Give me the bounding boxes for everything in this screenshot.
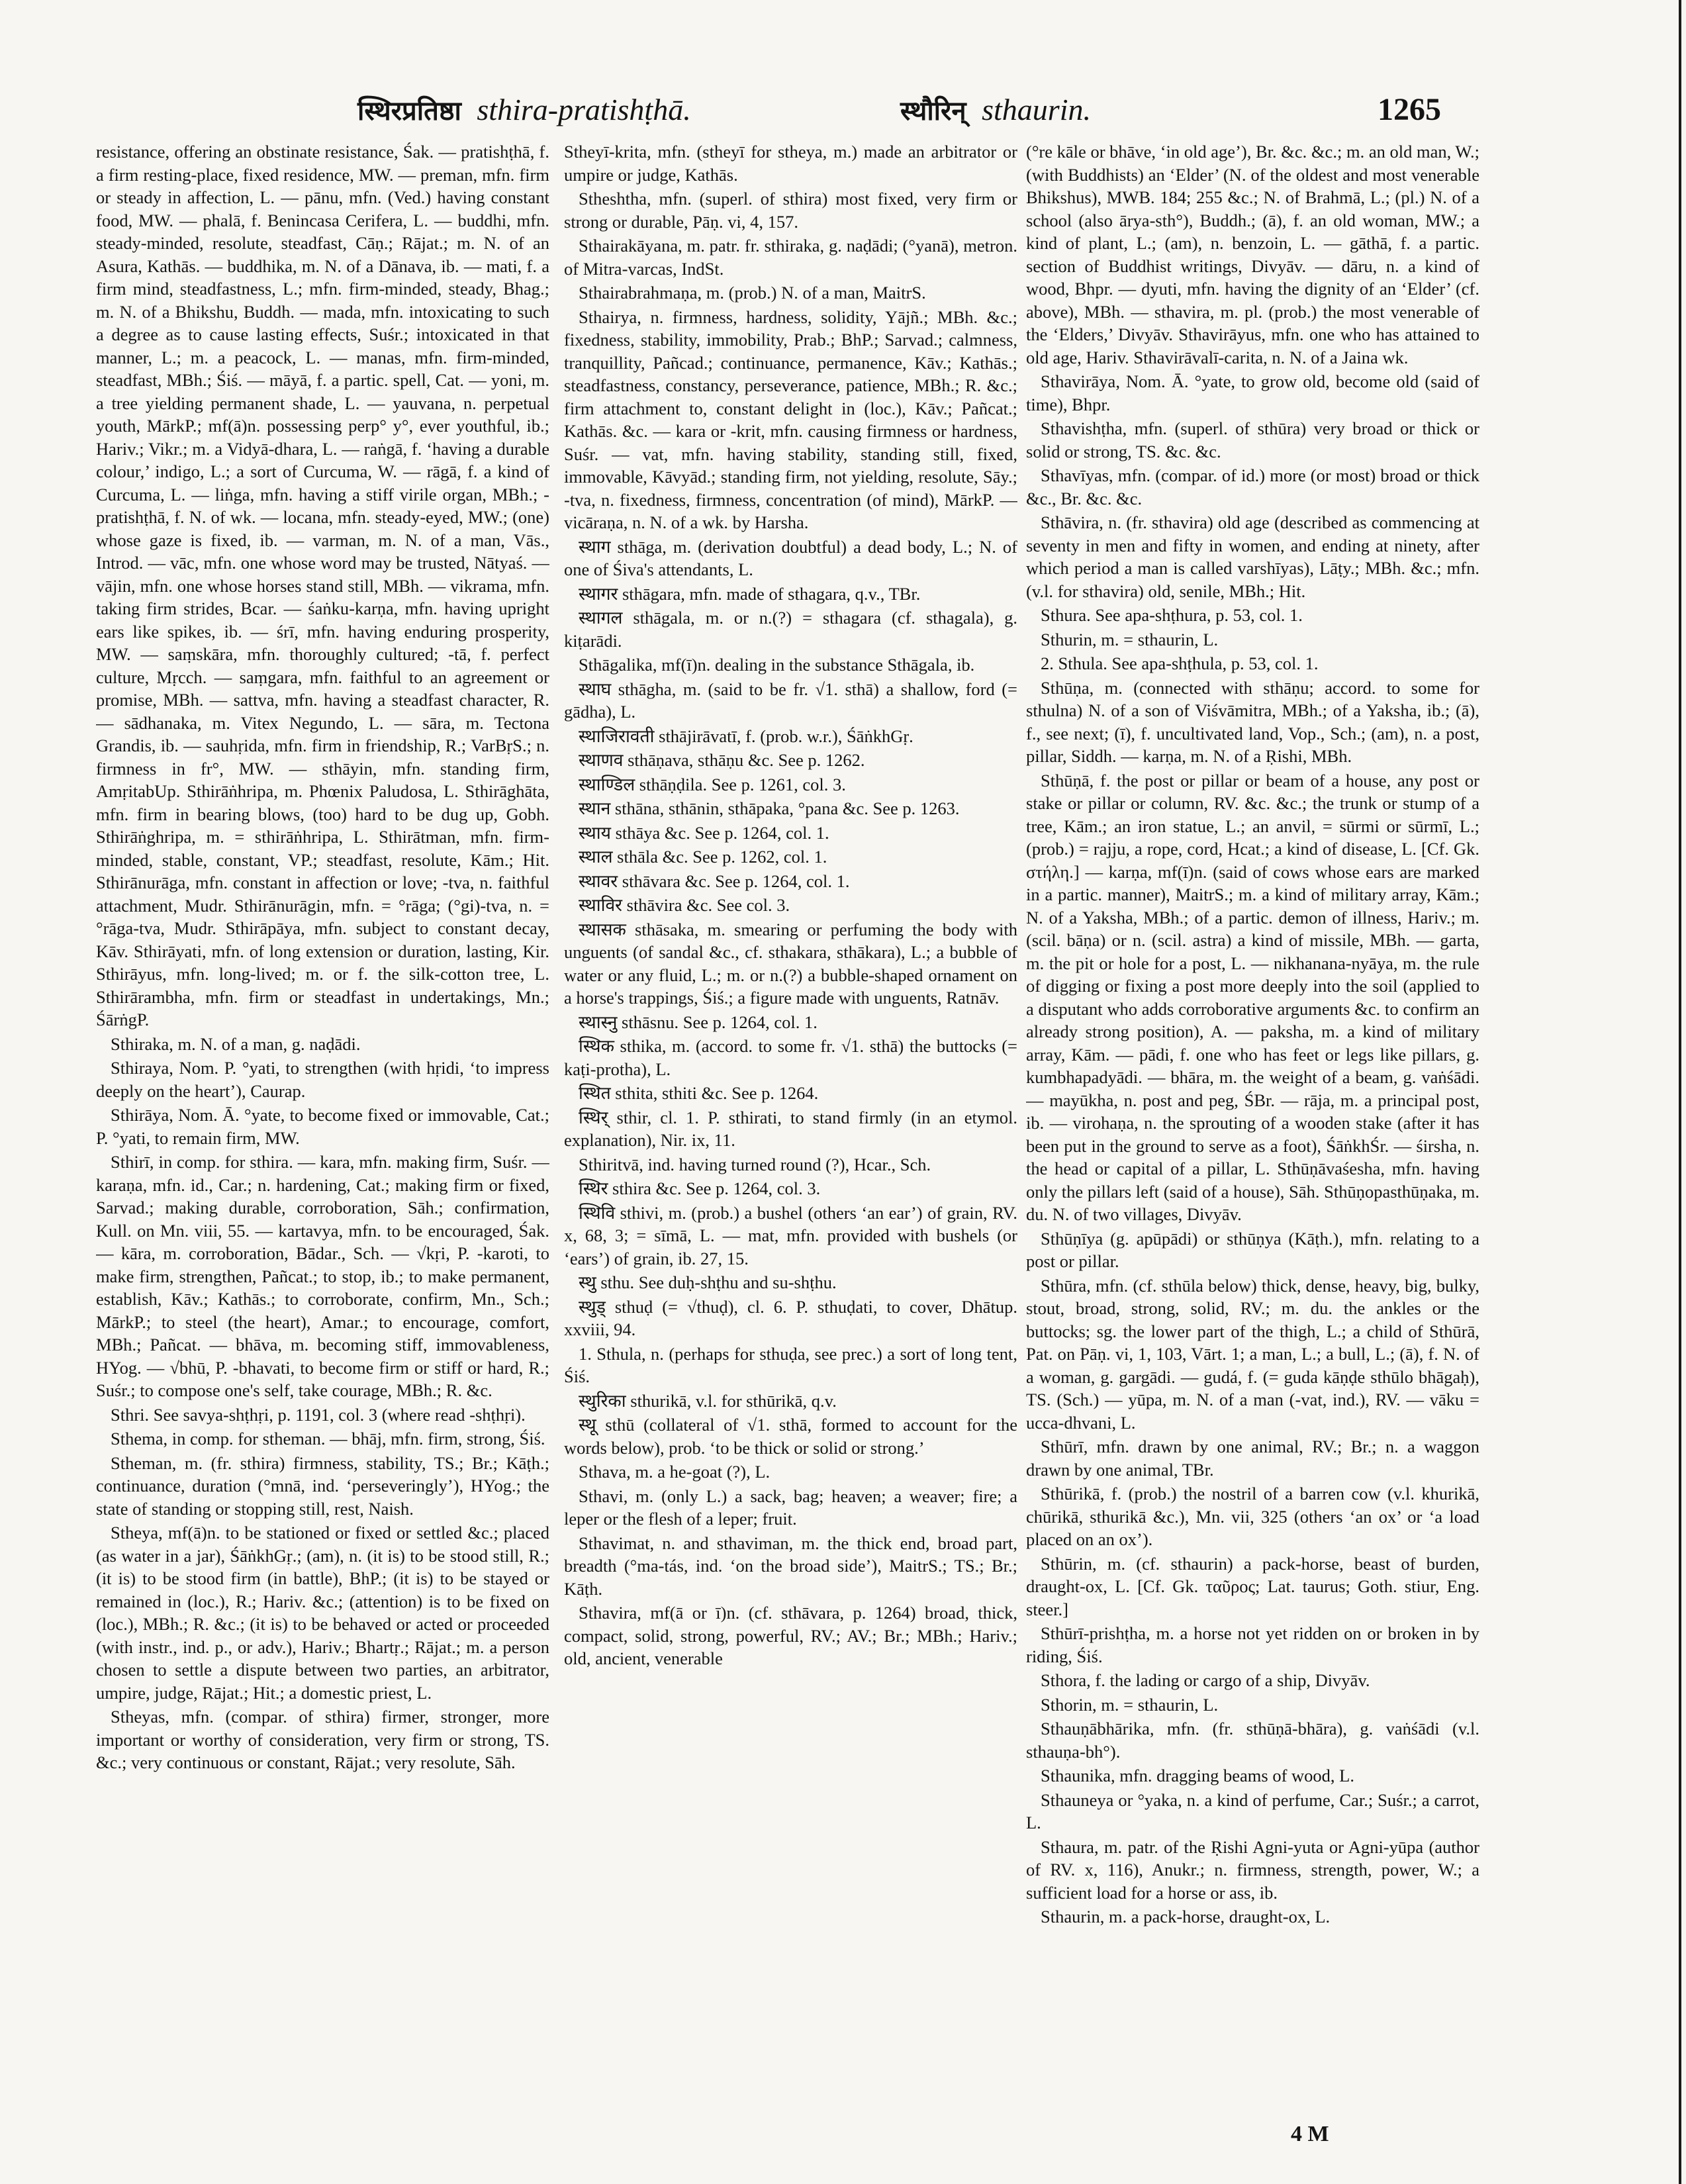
dictionary-entry: Sthairakāyana, m. patr. fr. sthiraka, g. naḍādi; (°yanā), metron. of Mitra-varcas, IndSt. <box>564 236 1017 279</box>
header-mid-devanagari: स्थौरिन् <box>900 96 966 126</box>
dictionary-entry: स्थाय sthāya &c. See p. 1264, col. 1. <box>579 822 829 843</box>
dictionary-entry: Sthiritvā, ind. having turned round (?), Hcar., Sch. <box>579 1154 931 1174</box>
dictionary-entry: स्थू sthū (collateral of √1. sthā, formed to account for the words below), prob. ‘to be thick or solid or strong.’ <box>564 1415 1017 1458</box>
dictionary-entry: Sthiraka, m. N. of a man, g. naḍādi. <box>111 1033 361 1054</box>
dictionary-entry: स्थाल sthāla &c. See p. 1262, col. 1. <box>579 847 827 867</box>
dictionary-entry: Sthava, m. a he-goat (?), L. <box>579 1462 771 1482</box>
dictionary-entry: (°re kāle or bhāve, ‘in old age’), Br. &c. &c.; m. an old man, W.; (with Buddhists) an ‘Elder’ (N. of the oldest and most venerable Bhikshus), MWB. 184; 255 &c.; N. of Brahmā, L.; (pl.) N. of a school (also ārya-sth°), Buddh.; (ā), f. an old woman, MW.; a kind of plant, L.; (am), n. benzoin, L. — gāthā, f. a partic. section of Buddhist writings, Divyāv. — dāru, n. a kind of wood, Bhpr. — dyuti, mfn. having the dignity of an ‘Elder’ (cf. above), MBh. — sthavira, m. pl. (prob.) the most venerable of the ‘Elders,’ Divyāv. Sthavirāyus, mfn. one who has attained to old age, Hariv. Sthavirāvalī-carita, n. N. of a Jaina wk. <box>1026 142 1479 367</box>
dictionary-entry: स्थाजिरावती sthājirāvatī, f. (prob. w.r.), ŚāṅkhGṛ. <box>579 726 913 746</box>
dictionary-entry: Sthauṇābhārika, mfn. (fr. sthūṇā-bhāra), g. vaṅśādi (v.l. sthauṇa-bh°). <box>1026 1719 1479 1762</box>
dictionary-entry: Sthairabrahmaṇa, m. (prob.) N. of a man, MaitrS. <box>579 283 926 303</box>
dictionary-entry: Sthorin, m. = sthaurin, L. <box>1041 1694 1219 1715</box>
dictionary-entry: Sthūṇā, f. the post or pillar or beam of a house, any post or stake or pillar or column, RV. &c. &c.; the trunk or stump of a tree, Kām.; an iron statue, L.; an anvil, = sūrmi or sūrmī, L.; (prob.) = rajju, a rope, cord, Hcat.; a kind of disease, L. [Cf. Gk. στήλη.] — karṇa, mf(ī)n. (said of cows whose ears are marked in a partic. manner), MaitrS.; m. a kind of military array, Kām.; N. of a Yaksha, MBh.; of a partic. demon of illness, Hariv.; m. (scil. bāṇa) or n. (scil. astra) a kind of missile, MBh. — garta, m. the pit or hole for a post, L. — nikhanana-nyāya, m. the rule of digging or fixing a post more deeply into the soil (applied to a disputant who adds corroborative arguments &c. to confirm an already strong position), A. — paksha, m. a kind of military array, Kām. — pādi, f. one who has feet or legs like pillars, g. kumbhapadyādi. — bhāra, m. the weight of a beam, g. vaṅśādi. — mayūkha, n. post and peg, ŚBr. — rāja, m. a principal post, ib. — virohaṇa, n. the sprouting of a wooden stake (after it has been put in the ground to serve as a foot), ŚāṅkhŚr. — śirsha, n. the head or capital of a pillar, L. Sthūṇāvaśesha, mfn. having only the pillars left (said of a house), Sāh. Sthūṇopasthūṇaka, m. du. N. of two villages, Divyāv. <box>1026 770 1479 1224</box>
dictionary-entry: Sthurin, m. = sthaurin, L. <box>1041 629 1219 649</box>
dictionary-entry: स्थागर sthāgara, mfn. made of sthagara, q.v., TBr. <box>579 583 921 604</box>
dictionary-entry: Sthūrī-prishṭha, m. a horse not yet ridden on or broken in by riding, Śiś. <box>1026 1623 1479 1666</box>
dictionary-entry: Sthiraya, Nom. P. °yati, to strengthen (with hṛidi, ‘to impress deeply on the heart’), Caurap. <box>96 1058 549 1101</box>
dictionary-entry: Sthaurin, m. a pack-horse, draught-ox, L. <box>1041 1907 1331 1926</box>
dictionary-entry: Sthauneya or °yaka, n. a kind of perfume, Car.; Suśr.; a carrot, L. <box>1026 1789 1479 1832</box>
dictionary-entry: स्थुरिका sthurikā, v.l. for sthūrikā, q.v. <box>579 1390 837 1411</box>
dictionary-entry: Sthairya, n. firmness, hardness, solidity, Yājñ.; MBh. &c.; fixedness, stability, immobility, Prab.; BhP.; Sarvad.; calmness, tranquillity, Pañcad.; continuance, permanence, Kāv.; Kathās.; steadfastness, constancy, perseverance, patience, MBh.; R. &c.; firm attachment to, constant delight in (loc.), Kāv.; Pañcat.; Kathās. &c. — kara or -krit, mfn. causing firmness or hardness, Suśr. — vat, mfn. having stability, standing still, fixed, immovable, Kāvyād.; standing firm, not yielding, resolute, Sāy.; -tva, n. fixedness, firmness, concentration (of mind), MārkP. — vicāraṇa, n. N. of a wk. by Harsha. <box>564 307 1017 532</box>
dictionary-entry: स्थिर् sthir, cl. 1. P. sthirati, to stand firmly (in an etymol. explanation), Nir. ix, 11. <box>564 1107 1017 1150</box>
dictionary-entry: स्थित sthita, sthiti &c. See p. 1264. <box>579 1083 819 1103</box>
header-mid-roman: sthaurin. <box>982 93 1091 126</box>
dictionary-entry: Sthirī, in comp. for sthira. — kara, mfn. making firm, Suśr. — karaṇa, mfn. id., Car.; n. hardening, Cat.; making firm or fixed, Sarvad.; making durable, corroboration, Sāh.; confirmation, Kull. on Mn. viii, 55. — kartavya, mfn. to be encouraged, Śak. — kāra, m. corroboration, Bādar., Sch. — √kṛi, P. -karoti, to make firm, strengthen, Pañcat.; to stop, ib.; to make permanent, establish, Kāv.; Kathās.; to corroborate, confirm, Mn., Sch.; MārkP.; to steel (the heart), Amar.; to encourage, comfort, MBh.; Pañcat. — bhāva, m. becoming stiff, immovableness, HYog. — √bhū, P. -bhavati, to become firm or stiff or hard, R.; Suśr.; to compose one's self, take courage, MBh.; R. &c. <box>96 1152 549 1400</box>
dictionary-entry: Sthaura, m. patr. of the Ṛishi Agni-yuta or Agni-yūpa (author of RV. x, 116), Anukr.; n. firmness, strength, power, W.; a sufficient load for a horse or ass, ib. <box>1026 1836 1479 1903</box>
dictionary-entry: Sthavirāya, Nom. Ā. °yate, to grow old, become old (said of time), Bhpr. <box>1026 371 1479 414</box>
dictionary-entry: Sthūrikā, f. (prob.) the nostril of a barren cow (v.l. khurikā, chūrikā, sthurikā &c.), Mn. vii, 325 (others ‘an ox’ or ‘a load placed on an ox’). <box>1026 1484 1479 1549</box>
column-2 <box>564 140 1017 2126</box>
dictionary-entry: Sthavi, m. (only L.) a sack, bag; heaven; a weaver; fire; a leper or the flesh of a leper; fruit. <box>564 1486 1017 1529</box>
dictionary-entry: resistance, offering an obstinate resistance, Śak. — pratishṭhā, f. a firm resting-place, fixed residence, MW. — preman, mfn. firm or steady in affection, L. — pānu, mfn. (Ved.) having constant food, MW. — phalā, f. Benincasa Cerifera, L. — buddhi, mfn. steady-minded, resolute, steadfast, Cāṇ.; Rājat.; m. N. of an Asura, Kathās. — buddhika, m. N. of a Dānava, ib. — mati, f. a firm mind, steadfastness, L.; mfn. firm-minded, steady, Bhag.; m. N. of a Bhikshu, Buddh. — mada, mfn. intoxicating to such a degree as to cause lasting effects, Suśr.; intoxicated in that manner, L.; m. a peacock, L. — manas, mfn. firm-minded, steadfast, MBh.; Śiś. — māyā, f. a partic. spell, Cat. — yoni, m. a tree yielding permanent shade, L. — yauvana, n. perpetual youth, MārkP.; mf(ā)n. possessing perp° y°, ever youthful, ib.; Hariv.; Vikr.; m. a Vidyā-dhara, L. — raṅgā, f. ‘having a durable colour,’ indigo, L.; a sort of Curcuma, W. — rāgā, f. a kind of Curcuma, L. — liṅga, mfn. having a stiff virile organ, MBh.; -pratishṭhā, f. N. of wk. — locana, mfn. steady-eyed, MW.; (one) whose gaze is fixed, ib. — varman, m. N. of a man, Vās., Introd. — vāc, mfn. one whose word may be trusted, Nātyaś. — vājin, mfn. one whose horses stand still, MBh. — vikrama, mfn. taking firm strides, Bcar. — śaṅku-karṇa, mfn. having upright ears like spikes, ib. — śrī, mfn. having enduring prosperity, MW. — saṃskāra, mfn. thoroughly cultured; -tā, f. perfect culture, Mṛcch. — saṃgara, mfn. faithful to an agreement or promise, MBh. — sattva, mfn. having a steadfast character, R. — sādhanaka, m. Vitex Negundo, L. — sāra, m. Tectona Grandis, ib. — sauhṛida, mfn. firm in friendship, R.; VarBṛS.; n. firmness in fr°, MW. — sthāyin, mfn. standing firm, AmṛitabUp. Sthirāṅhripa, m. Phœnix Paludosa, L. Sthirāghāta, mfn. firm in bearing blows, (too) hard to be dug up, Gobh. Sthirāṅghripa, m. = sthirāṅhripa, L. Sthirātman, mfn. firm-minded, stable, constant, VP.; steadfast, resolute, Kām.; Hit. Sthirānurāga, mfn. constant in affection or love; -tva, n. faithful attachment, Mudr. Sthirānurāgin, mfn. = °rāga; (°gi)-tva, n. = °rāga-tva, Mudr. Sthirāpāya, mfn. subject to constant decay, Kāv. Sthirāyati, mfn. of long extension or duration, lasting, Kir. Sthirāyus, mfn. long-lived; m. or f. the silk-cotton tree, L. Sthirārambha, mfn. firm or steadfast in undertakings, Mn.; ŚārṅgP. <box>96 142 549 1029</box>
dictionary-entry: Sthūra, mfn. (cf. sthūla below) thick, dense, heavy, big, bulky, stout, broad, strong, solid, RV.; m. du. the ankles or the buttocks; sg. the lower part of the thigh, L.; a child of Sthūrā, Pat. on Pāṇ. vi, 1, 103, Vārt. 1; a man, L.; a bull, L.; (ā), f. N. of a woman, g. gargādi. — gudá, f. (= guda kāṇḍe sthūlo bhāgaḥ), TS. (Sch.) — yūpa, m. N. of a man (-vat, ind.), RV. — vāku = ucca-dhvani, L. <box>1026 1275 1479 1433</box>
dictionary-entry: Stheyas, mfn. (compar. of sthira) firmer, stronger, more important or worthy of consideration, very firm or strong, TS. &c.; very continuous or constant, Rājat.; very resolute, Sāh. <box>96 1707 549 1772</box>
dictionary-entry: स्थिवि sthivi, m. (prob.) a bushel (others ‘an ear’) of grain, RV. x, 68, 3; = sīmā, L. — mat, mfn. provided with bushels (or ‘ears’) of grain, ib. 27, 15. <box>564 1202 1017 1268</box>
dictionary-entry: Stheshtha, mfn. (superl. of sthira) most fixed, very firm or strong or durable, Pāṇ. vi, 4, 157. <box>564 189 1017 232</box>
dictionary-entry: स्थाणव sthāṇava, sthāṇu &c. See p. 1262. <box>579 750 865 770</box>
dictionary-entry: Stheman, m. (fr. sthira) firmness, stability, TS.; Br.; Kāṭh.; continuance, duration (°mnā, ind. ‘perseveringly’), HYog.; the state of standing or stopping still, rest, Naish. <box>96 1452 549 1519</box>
dictionary-entry: स्थिक sthika, m. (accord. to some fr. √1. sthā) the buttocks (= kaṭi-protha), L. <box>564 1036 1017 1079</box>
dictionary-entry: स्थाग sthāga, m. (derivation doubtful) a dead body, L.; N. of one of Śiva's attendants, L. <box>564 536 1017 579</box>
dictionary-entry: Stheyī-krita, mfn. (stheyī for stheya, m.) made an arbitrator or umpire or judge, Kathās. <box>564 142 1017 185</box>
dictionary-entry: Sthirāya, Nom. Ā. °yate, to become fixed or immovable, Cat.; P. °yati, to remain firm, MW. <box>96 1105 549 1148</box>
dictionary-entry: Sthūṇa, m. (connected with sthāṇu; accord. to some for sthulna) N. of a son of Viśvāmitra, MBh.; of a Yaksha, ib.; (ā), f., see next; (ī), f. uncultivated land, Vop., Sch.; (am), n. a post, pillar, Siddh. — karṇa, m. N. of a Ṛishi, MBh. <box>1026 677 1479 766</box>
dictionary-entry: स्थान sthāna, sthānin, sthāpaka, °pana &c. See p. 1263. <box>579 798 960 818</box>
dictionary-entry: स्थु sthu. See duḥ-shṭhu and su-shṭhu. <box>579 1272 837 1292</box>
dictionary-entry: Sthāgalika, mf(ī)n. dealing in the substance Sthāgala, ib. <box>579 655 975 675</box>
printer-signature: 4 M <box>1291 2122 1329 2146</box>
dictionary-entry: Sthura. See apa-shṭhura, p. 53, col. 1. <box>1041 605 1303 625</box>
page-number: 1265 <box>1378 92 1441 127</box>
dictionary-entry: Sthūṇīya (g. apūpādi) or sthūṇya (Kāṭh.), mfn. relating to a post or pillar. <box>1026 1228 1479 1271</box>
dictionary-entry: Sthora, f. the lading or cargo of a ship, Divyāv. <box>1041 1670 1370 1690</box>
dictionary-entry: Sthaunika, mfn. dragging beams of wood, L. <box>1041 1766 1354 1785</box>
dictionary-entry: Sthavira, mf(ā or ī)n. (cf. sthāvara, p. 1264) broad, thick, compact, solid, strong, powerful, RV.; AV.; Br.; MBh.; Hariv.; old, ancient, venerable <box>564 1603 1017 1668</box>
dictionary-entry: स्थाण्डिल sthāṇḍila. See p. 1261, col. 3. <box>579 774 846 794</box>
page-edge-rule <box>1679 0 1681 2184</box>
dictionary-entry: 1. Sthula, n. (perhaps for sthuḍa, see prec.) a sort of long tent, Śiś. <box>564 1343 1017 1386</box>
dictionary-entry: स्थाघ sthāgha, m. (said to be fr. √1. sthā) a shallow, ford (= gādha), L. <box>564 679 1017 722</box>
dictionary-entry: स्थासक sthāsaka, m. smearing or perfuming the body with unguents (of sandal &c., cf. sthakara, sthākara), L.; a bubble of water or any fluid, L.; m. or n.(?) a bubble-shaped ornament on a horse's trappings, Śiś.; a figure made with unguents, Ratnāv. <box>564 919 1017 1008</box>
dictionary-entry: Sthri. See savya-shṭhṛi, p. 1191, col. 3 (where read -shṭhṛi). <box>111 1404 526 1425</box>
dictionary-entry: Sthavīyas, mfn. (compar. of id.) more (or most) broad or thick &c., Br. &c. &c. <box>1026 465 1479 508</box>
dictionary-entry: स्थाविर sthāvira &c. See col. 3. <box>579 895 790 915</box>
header-right-guideword <box>900 91 1091 128</box>
dictionary-entry: स्थावर sthāvara &c. See p. 1264, col. 1. <box>579 871 850 891</box>
dictionary-entry: Sthūrin, m. (cf. sthaurin) a pack-horse, beast of burden, draught-ox, L. [Cf. Gk. ταῦρος; Lat. taurus; Goth. stiur, Eng. steer.] <box>1026 1553 1479 1619</box>
column-3 <box>1026 140 1479 2126</box>
dictionary-entry: स्थिर sthira &c. See p. 1264, col. 3. <box>579 1178 821 1198</box>
dictionary-entry: Sthāvira, n. (fr. sthavira) old age (described as commencing at seventy in men and fifty in women, and ending at ninety, after which period a man is called varshīyas), Lāṭy.; MBh. &c.; mfn. (v.l. for sthavira) old, senile, MBh.; Hit. <box>1026 512 1479 601</box>
header-left-guideword <box>357 91 691 128</box>
dictionary-entry: 2. Sthula. See apa-shṭhula, p. 53, col. 1. <box>1041 653 1319 673</box>
dictionary-entry: स्थास्नु sthāsnu. See p. 1264, col. 1. <box>579 1012 818 1032</box>
dictionary-entry: Sthavimat, n. and sthaviman, m. the thick end, broad part, breadth (°ma-tás, ind. ‘on the broad side’), MaitrS.; TS.; Br.; Kāṭh. <box>564 1533 1017 1599</box>
header-left-roman: sthira-pratishṭhā. <box>477 93 691 126</box>
dictionary-entry: स्थागल sthāgala, m. or n.(?) = sthagara (cf. sthagala), g. kiṭarādi. <box>564 608 1017 651</box>
dictionary-entry: Sthema, in comp. for stheman. — bhāj, mfn. firm, strong, Śiś. <box>111 1429 545 1448</box>
running-header <box>0 91 1686 138</box>
dictionary-entry: Sthūrī, mfn. drawn by one animal, RV.; Br.; n. a waggon drawn by one animal, TBr. <box>1026 1437 1479 1480</box>
dictionary-entry: स्थुड् sthuḍ (= √thuḍ), cl. 6. P. sthuḍati, to cover, Dhātup. xxviii, 94. <box>564 1296 1017 1339</box>
column-1 <box>96 140 549 2126</box>
header-left-devanagari: स्थिरप्रतिष्ठा <box>357 96 461 126</box>
dictionary-entry: Sthavishṭha, mfn. (superl. of sthūra) very broad or thick or solid or strong, TS. &c. &c. <box>1026 418 1479 461</box>
dictionary-entry: Stheya, mf(ā)n. to be stationed or fixed or settled &c.; placed (as water in a jar), ŚāṅkhGṛ.; (am), n. (it is) to be stood still, R.; (it is) to be stood firm (in battle), BhP.; (it is) to be stayed or remained in (loc.), R.; Hariv. &c.; (attention) is to be fixed on (loc.), MBh.; R. &c.; (it is) to be behaved or acted or proceeded (with instr., ind. p., or adv.), Hariv.; Bhartṛ.; Rājat.; m. a person chosen to settle a dispute between two parties, an arbitrator, umpire, judge, Rājat.; Hit.; a domestic priest, L. <box>96 1523 549 1703</box>
